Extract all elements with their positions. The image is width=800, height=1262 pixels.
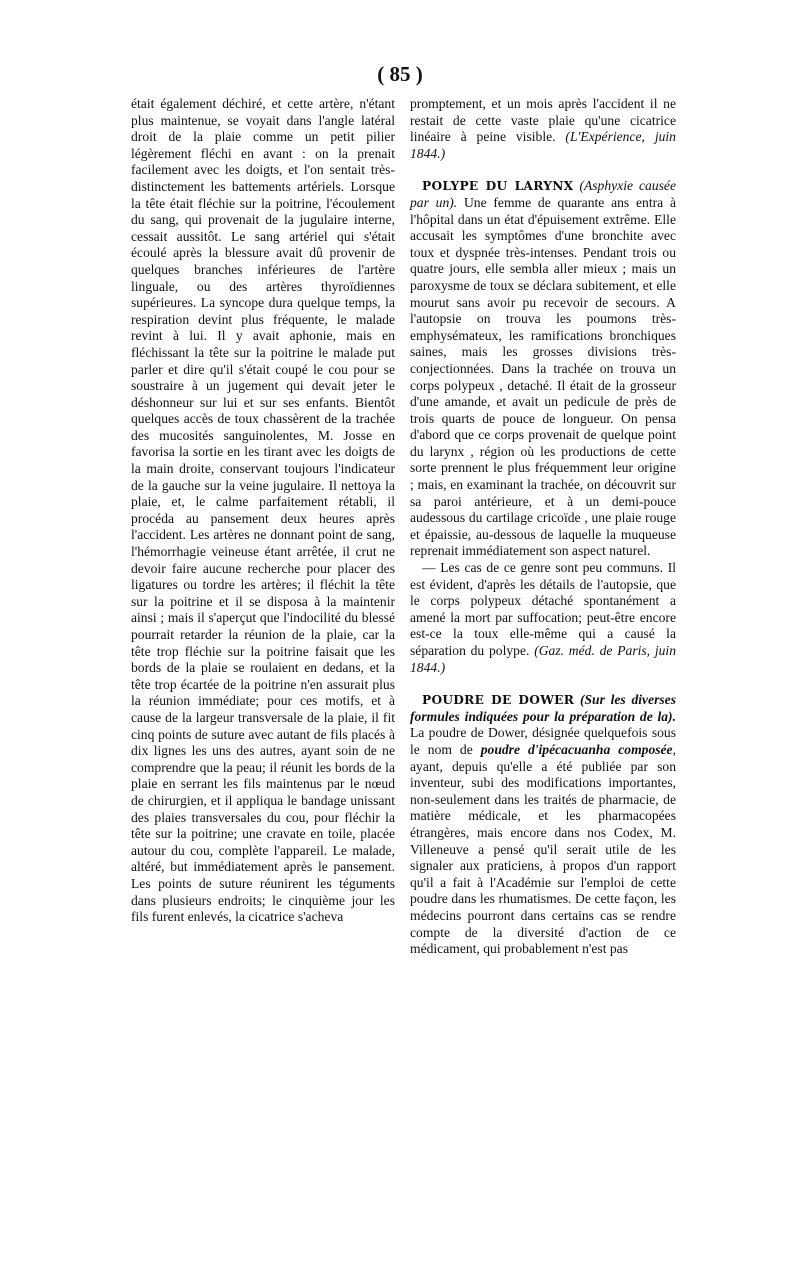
article-text: La poudre de Dower, désignée quelquefois sous le nom de xyxy=(410,725,676,757)
article-polype xyxy=(410,178,676,560)
continuation-paragraph xyxy=(410,96,676,162)
commentary-text: — Les cas de ce genre sont peu communs. Il est évident, d'après les détails de l'autopsie, que le corps polypeux détaché spontanément a amené la mort par suffocation; peut-être encore est-ce la toux elle-même qui a causé la séparation du polype. xyxy=(410,560,676,658)
article-subtitle: (Asphyxie causée par un). xyxy=(410,178,676,210)
article-text: Une femme de quarante ans entra à l'hôpital dans un état d'épuisement extrême. Elle accusait les symptômes d'une bronchite avec toux et dyspnée très-intenses. Pendant trois ou quatre jours, elle sembla aller mieux ; mais un paroxysme de toux se déclara subitement, et elle mourut sans avoir pu recevoir de secours. A l'autopsie on trouva les poumons très-emphysémateux, les ramifications bronchiques saines, mais les grosses divisions très-conjectionnées. Dans la trachée on trouva un corps polypeux , detaché. Il était de la grosseur d'une amande, et avait un pedicule de près de trois quarts de pouce de longueur. On pensa d'abord que ce corps provenait de quelque point du larynx , région où les productions de cette sorte prennent le plus fréquemment leur origine ; mais, en examinant la trachée, on découvrit sur sa paroi antérieure, et à un demi-pouce audessous du cartilage cricoïde , une plaie rouge et épaissie, au-dessous de laquelle la muqueuse reprenait immédiatement son aspect naturel. xyxy=(410,194,676,559)
left-column xyxy=(131,96,395,926)
commentary-paragraph xyxy=(410,560,676,676)
article-text: , ayant, depuis qu'elle a été publiée par son inventeur, subi des modifications importantes, non-seulement dans les traités de pharmacie, de matière médicale, et les pharmacopées étrangères, mais encore dans nos Codex, M. Villeneuve a pensé qu'il serait utile de les signaler aux praticiens, à propos d'un rapport qu'il a fait à l'Académie sur l'emploi de cette poudre dans les rhumatismes. De cette façon, les médecins pourront dans certains cas se rendre compte de la diversité d'action de ce médicament, qui probablement n'est pas xyxy=(410,741,677,957)
article-poudre xyxy=(410,692,676,958)
page-number: ( 85 ) xyxy=(377,62,423,86)
article-subtitle: (Sur les diverses formules indiquées pour la préparation de la). xyxy=(410,692,676,724)
right-column xyxy=(410,96,676,958)
source-citation: (Gaz. méd. de Paris, juin 1844.) xyxy=(410,643,676,675)
source-citation: (L'Expérience, juin 1844.) xyxy=(410,129,676,161)
body-paragraph: était également déchiré, et cette artère, n'étant plus maintenue, se voyait dans l'angle latéral droit de la plaie comme un petit pilier légèrement fléchi en avant : on la prenait facilement avec les doigts, et l'on sentait très-distinctement les battements artériels. Lorsque la tête était fléchie sur la poitrine, l'écoulement du sang, qui provenait de la jugulaire interne, cessait aussitôt. Le sang artériel qui s'était écoulé après la blessure avait dû provenir de quelques branches inférieures de l'artère linguale, ou des artères thyroïdiennes supérieures. La syncope dura quelque temps, la respiration devint plus fréquente, le malade revint à lui. Il y avait aphonie, mais en fléchissant la tête sur la poitrine le malade put parler et dire qu'il s'était coupé le cou pour se soustraire à un jugement qui devait jeter le déshonneur sur lui et sur ses enfants. Bientôt quelques accès de toux chassèrent de la trachée des mucosités sanguinolentes, M. Josse en favorisa la sortie en les tirant avec les doigts de la main droite, conservant toujours l'indicateur de la gauche sur la veine jugulaire. Il nettoya la plaie, et, le calme parfaitement rétabli, il procéda au pansement deux heures après l'accident. Les artères ne donnant point de sang, l'hémorrhagie veineuse étant arrêtée, il crut ne devoir faire aucune recherche pour placer des ligatures ou tordre les artères; il fléchit la tête sur la poitrine et il se disposa à la maintenir ainsi ; mais il s'aperçut que l'indocilité du blessé pourrait retarder la réunion de la plaie, car la tête trop fléchie sur la poitrine faisait que les bords de la plaie se roulaient en dedans, et la tête trop écartée de la poitrine n'en assurait plus la réunion immédiate; pour ces motifs, et à cause de la largeur transversale de la plaie, il fit cinq points de suture avec autant de fils placés à dix lignes les uns des autres, ayant soin de ne comprendre que la peau; il réunit les bords de la plaie en serrant les fils maintenus par le nœud de chirurgien, et il appliqua le bandage unissant des plaies transversales du cou, pour fléchir la tête sur la poitrine; une cravate en toile, placée autour du cou, complète l'appareil. Le malade, altéré, but immédiatement après le pansement. Les points de suture réunirent les téguments dans plusieurs endroits; le cinquième jour les fils furent enlevés, la cicatrice s'acheva xyxy=(131,96,395,925)
article-heading: POUDRE DE DOWER xyxy=(422,693,575,708)
continuation-text: promptement, et un mois après l'accident il ne restait de cette vaste plaie qu'une cicatrice linéaire à peine visible. xyxy=(410,96,676,145)
preparation-name: poudre d'ipécacuanha composée xyxy=(480,741,673,757)
article-heading: POLYPE DU LARYNX xyxy=(422,179,574,194)
